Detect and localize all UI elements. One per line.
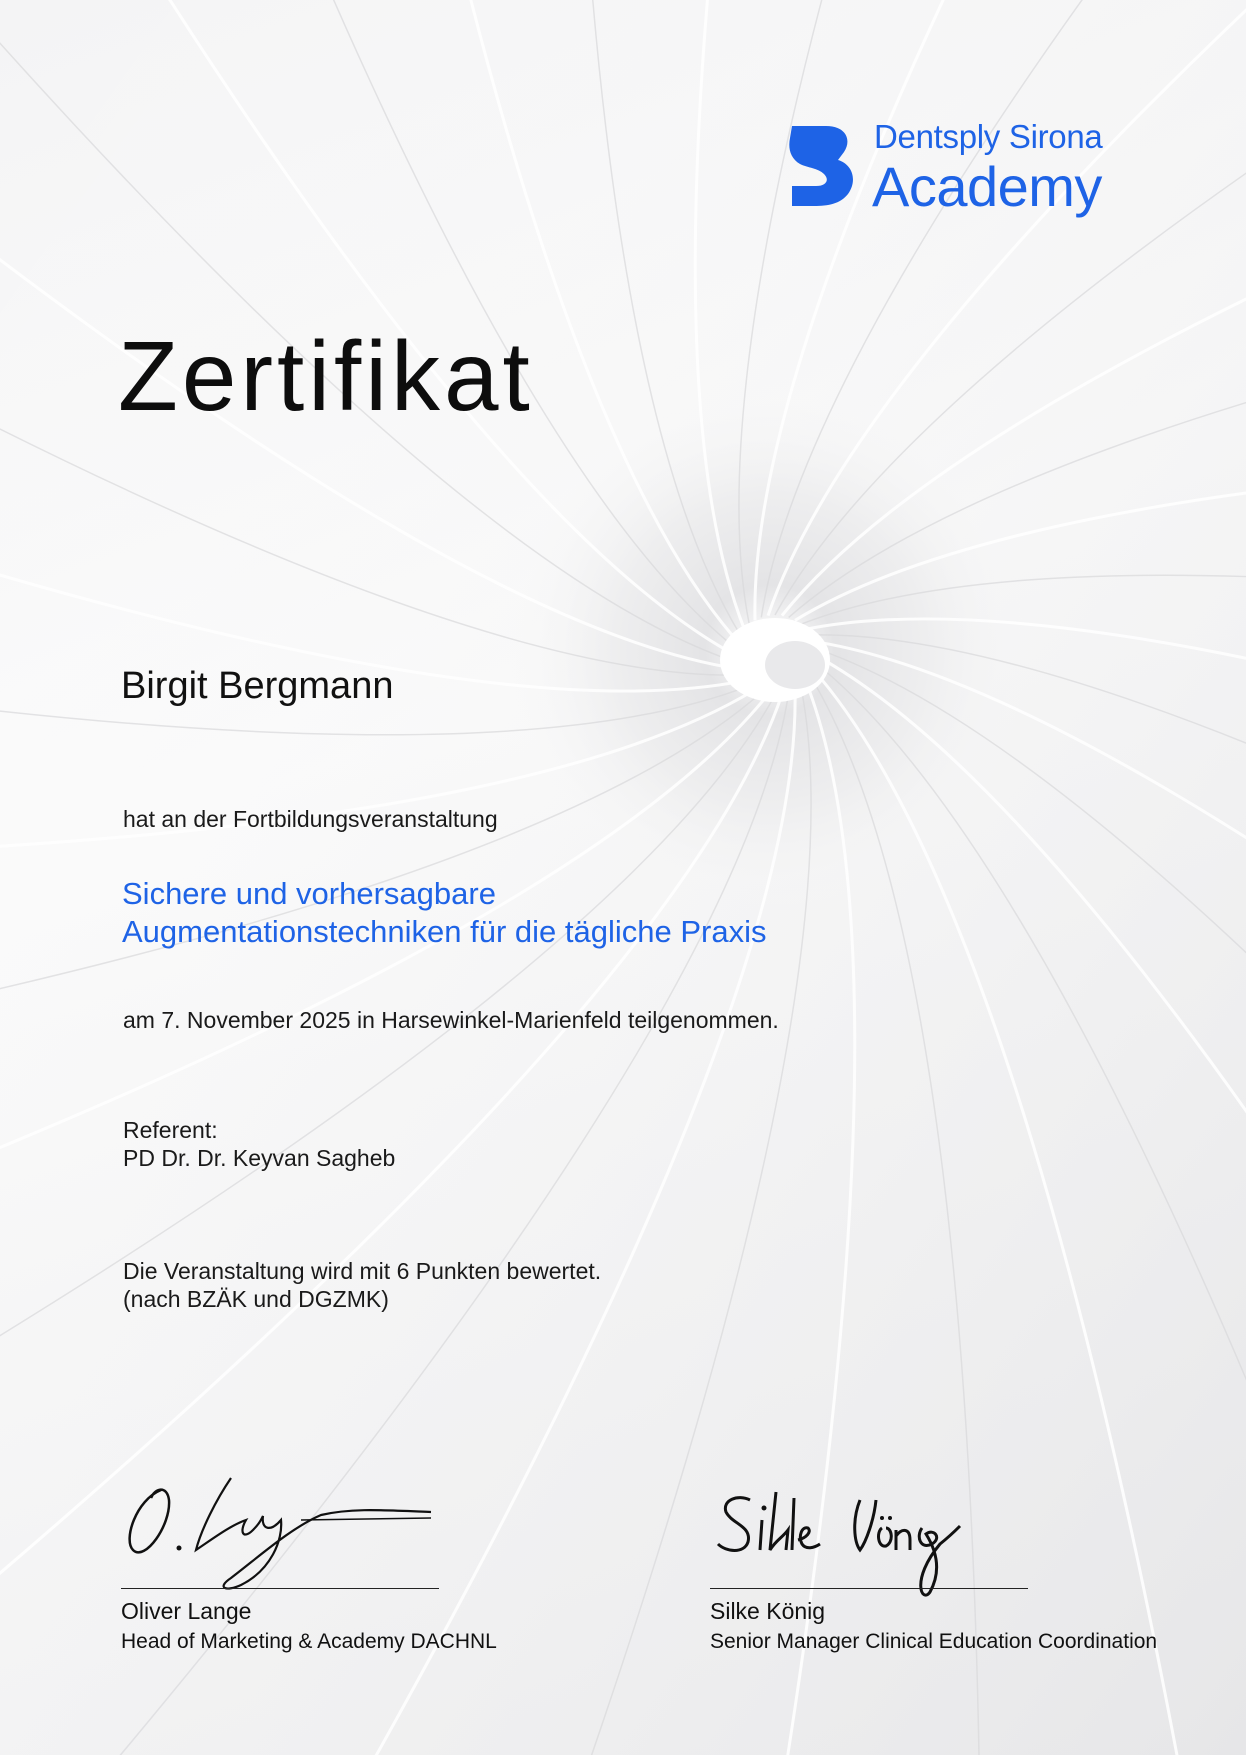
points-source-text: (nach BZÄK und DGZMK)	[123, 1286, 389, 1312]
course-title-line-1: Sichere und vorhersagbare	[122, 876, 496, 911]
signature-silke-koenig	[710, 1470, 1070, 1600]
certificate-title: Zertifikat	[118, 321, 534, 431]
speaker-label: Referent:	[123, 1117, 218, 1143]
signatory-role: Senior Manager Clinical Education Coordination	[710, 1630, 1158, 1653]
dentsply-sirona-academy-logo	[788, 118, 1128, 218]
signatory-name: Oliver Lange	[121, 1598, 252, 1624]
participant-name: Birgit Bergmann	[121, 665, 394, 707]
intro-text: hat an der Fortbildungsveranstaltung	[123, 806, 498, 832]
course-title-line-2: Augmentationstechniken für die tägliche Praxis	[122, 914, 767, 949]
points-text: Die Veranstaltung wird mit 6 Punkten bewertet.	[123, 1258, 602, 1284]
signature-oliver-lange	[121, 1470, 481, 1600]
signatory-name: Silke König	[710, 1598, 826, 1624]
signature-block-oliver-lange	[121, 1470, 561, 1670]
signatory-role: Head of Marketing & Academy DACHNL	[121, 1630, 497, 1653]
course-title	[122, 875, 766, 951]
dentsply-s-logo-icon	[788, 122, 856, 208]
signature-line	[710, 1588, 1028, 1589]
logo-brand-text: Dentsply Sirona	[874, 118, 1103, 155]
signature-block-silke-koenig	[710, 1470, 1158, 1670]
speaker-name: PD Dr. Dr. Keyvan Sagheb	[123, 1145, 396, 1171]
logo-academy-text: Academy	[872, 155, 1102, 218]
signature-line	[121, 1588, 439, 1589]
date-location-text: am 7. November 2025 in Harsewinkel-Marienfeld teilgenommen.	[123, 1007, 779, 1033]
